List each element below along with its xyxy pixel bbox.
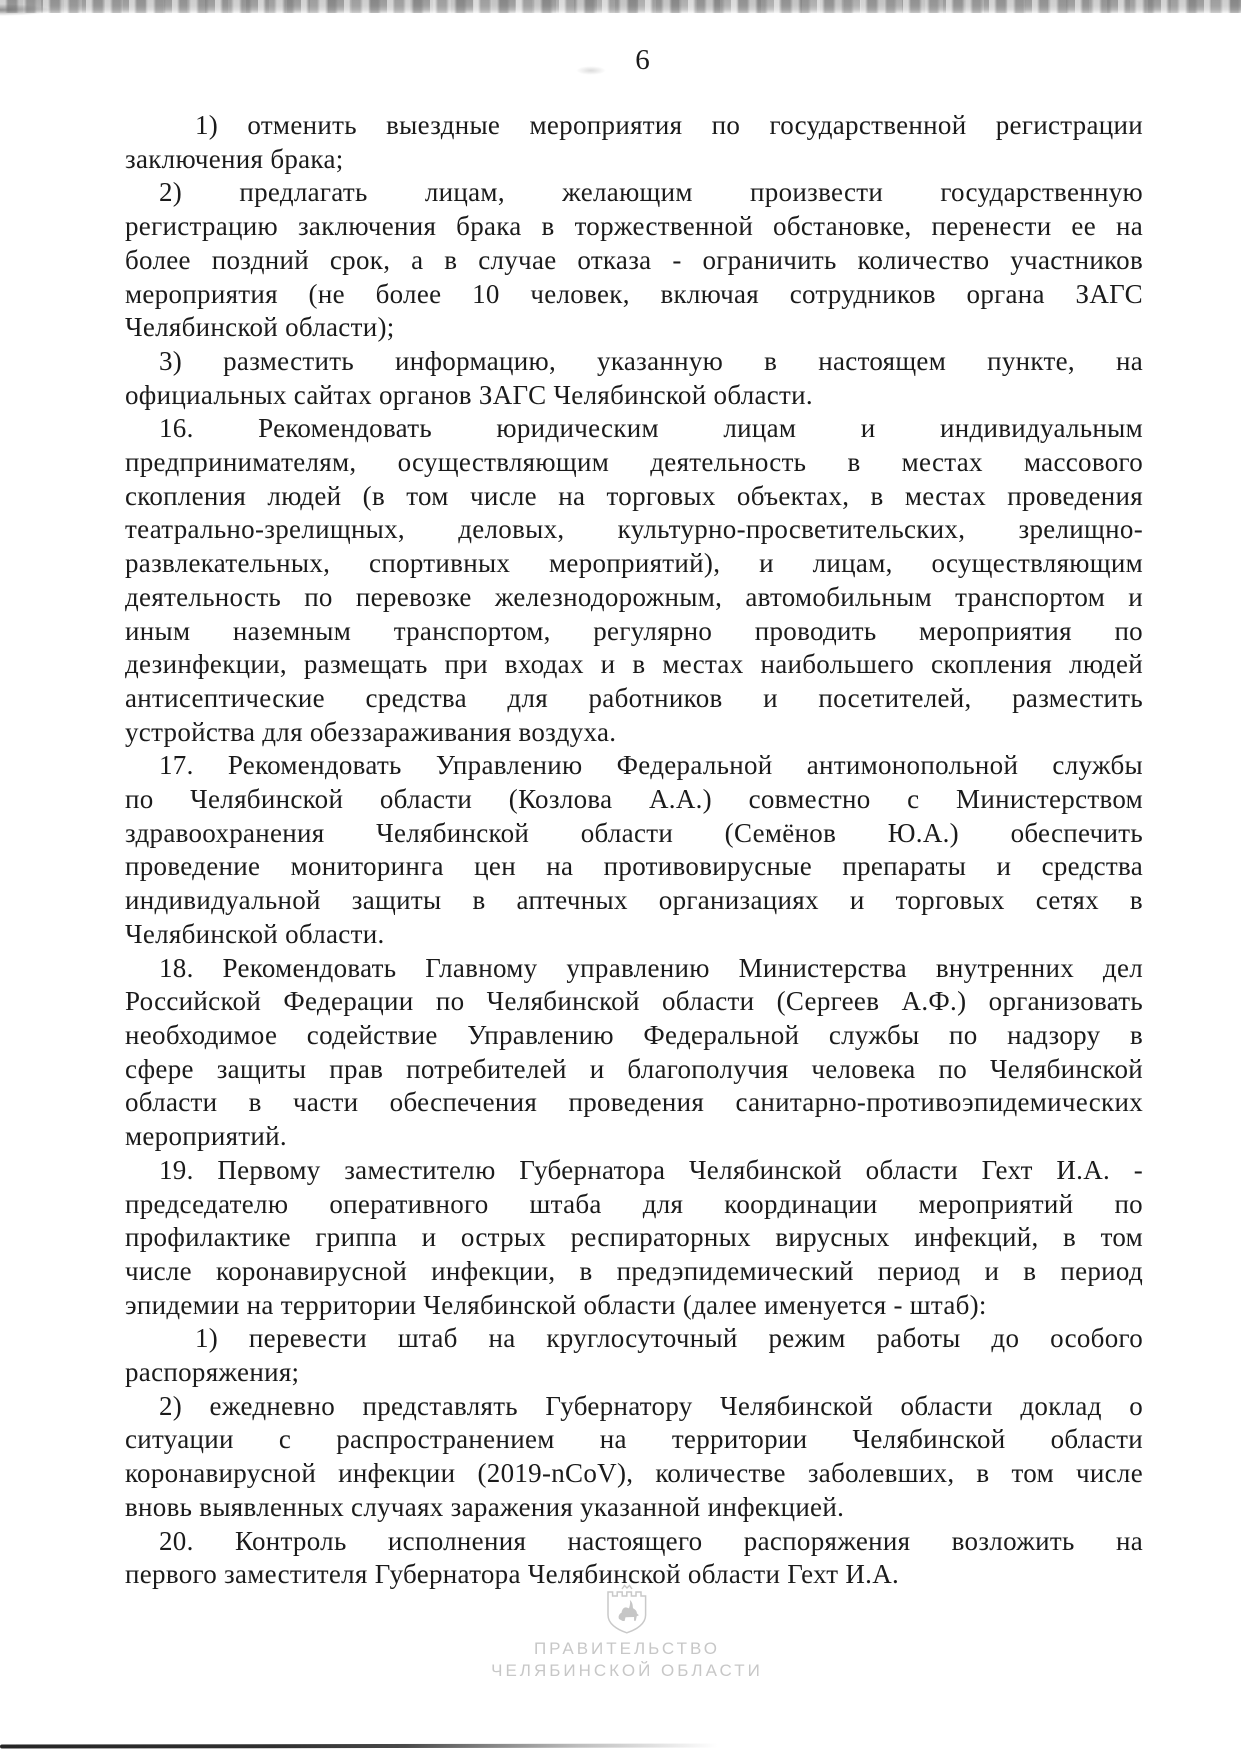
text-line: эпидемии на территории Челябинской области (далее именуется - штаб): bbox=[125, 1289, 987, 1320]
text-line: первого заместителя Губернатора Челябинской области Гехт И.А. bbox=[125, 1559, 900, 1590]
text-line: 18. Рекомендовать Главному управлению Министерства внутренних дел bbox=[159, 952, 1143, 983]
text-line: 17. Рекомендовать Управлению Федеральной антимонопольной службы bbox=[159, 750, 1143, 781]
text-line: по Челябинской области (Козлова А.А.) совместно с Министерством bbox=[125, 784, 1143, 815]
document-body-text bbox=[125, 109, 1143, 1592]
text-line: дезинфекции, размещать при входах и в местах наибольшего скопления людей bbox=[125, 649, 1143, 680]
text-line: 20. Контроль исполнения настоящего распоряжения возложить на bbox=[159, 1525, 1143, 1556]
text-line: индивидуальной защиты в аптечных организациях и торговых сетях в bbox=[125, 885, 1143, 916]
text-line: Челябинской области. bbox=[125, 918, 385, 949]
text-line: 2) предлагать лицам, желающим произвести государственную bbox=[159, 177, 1143, 208]
text-line: сфере защиты прав потребителей и благополучия человека по Челябинской bbox=[125, 1053, 1143, 1084]
text-line: распоряжения; bbox=[125, 1357, 300, 1388]
text-line: профилактике гриппа и острых респираторных вирусных инфекций, в том bbox=[125, 1222, 1143, 1253]
text-line: предпринимателям, осуществляющим деятельность в местах массового bbox=[125, 447, 1143, 478]
text-line: заключения брака; bbox=[125, 143, 344, 174]
text-line: ситуации с распространением на территории Челябинской области bbox=[125, 1424, 1143, 1455]
text-line: Челябинской области); bbox=[125, 312, 395, 343]
text-line: 1) отменить выездные мероприятия по государственной регистрации bbox=[195, 110, 1143, 140]
text-line: мероприятия (не более 10 человек, включая сотрудников органа ЗАГС bbox=[125, 278, 1143, 309]
text-line: 3) разместить информацию, указанную в настоящем пункте, на bbox=[159, 345, 1143, 376]
text-line: коронавирусной инфекции (2019-nCoV), количестве заболевших, в том числе bbox=[125, 1458, 1143, 1489]
text-line: председателю оперативного штаба для координации мероприятий по bbox=[125, 1188, 1143, 1219]
watermark bbox=[0, 1584, 1241, 1682]
text-line: официальных сайтах органов ЗАГС Челябинской области. bbox=[125, 379, 813, 410]
watermark-region-label: ЧЕЛЯБИНСКОЙ ОБЛАСТИ bbox=[491, 1661, 763, 1680]
text-line: 16. Рекомендовать юридическим лицам и индивидуальным bbox=[159, 413, 1143, 444]
text-line: необходимое содействие Управлению Федеральной службы по надзору в bbox=[125, 1019, 1143, 1050]
text-line: вновь выявленных случаях заражения указанной инфекцией. bbox=[125, 1491, 845, 1522]
text-line: области в части обеспечения проведения санитарно-противоэпидемических bbox=[125, 1087, 1143, 1118]
text-line: театрально-зрелищных, деловых, культурно-просветительских, зрелищно- bbox=[125, 514, 1143, 545]
text-line: иным наземным транспортом, регулярно проводить мероприятия по bbox=[125, 615, 1143, 646]
text-line: более поздний срок, а в случае отказа - ограничить количество участников bbox=[125, 244, 1143, 275]
text-line: скопления людей (в том числе на торговых объектах, в местах проведения bbox=[125, 480, 1143, 511]
text-line: устройства для обеззараживания воздуха. bbox=[125, 716, 617, 747]
text-line: здравоохранения Челябинской области (Семёнов Ю.А.) обеспечить bbox=[125, 817, 1143, 848]
text-line: регистрацию заключения брака в торжественной обстановке, перенести ее на bbox=[125, 211, 1143, 242]
scan-artifact-top-band bbox=[0, 0, 1241, 13]
text-line: Российской Федерации по Челябинской области (Сергеев А.Ф.) организовать bbox=[125, 986, 1143, 1017]
text-line: 1) перевести штаб на круглосуточный режим работы до особого bbox=[195, 1323, 1143, 1354]
text-line: 2) ежедневно представлять Губернатору Челябинской области доклад о bbox=[159, 1390, 1143, 1421]
watermark-government-label: ПРАВИТЕЛЬСТВО bbox=[533, 1639, 721, 1658]
text-line: антисептические средства для работников и посетителей, разместить bbox=[125, 682, 1143, 713]
text-line: мероприятий. bbox=[125, 1121, 287, 1152]
text-line: деятельность по перевозке железнодорожным, автомобильным транспортом и bbox=[125, 581, 1143, 612]
text-line: развлекательных, спортивных мероприятий), и лицам, осуществляющим bbox=[125, 548, 1143, 579]
text-line: 19. Первому заместителю Губернатора Челябинской области Гехт И.А. - bbox=[159, 1154, 1143, 1185]
text-line: числе коронавирусной инфекции, в предэпидемический период и в период bbox=[125, 1255, 1143, 1286]
text-line: проведение мониторинга цен на противовирусные препараты и средства bbox=[125, 851, 1143, 882]
scan-artifact-bottom-line bbox=[0, 1743, 780, 1748]
page-number: 6 bbox=[635, 44, 650, 76]
